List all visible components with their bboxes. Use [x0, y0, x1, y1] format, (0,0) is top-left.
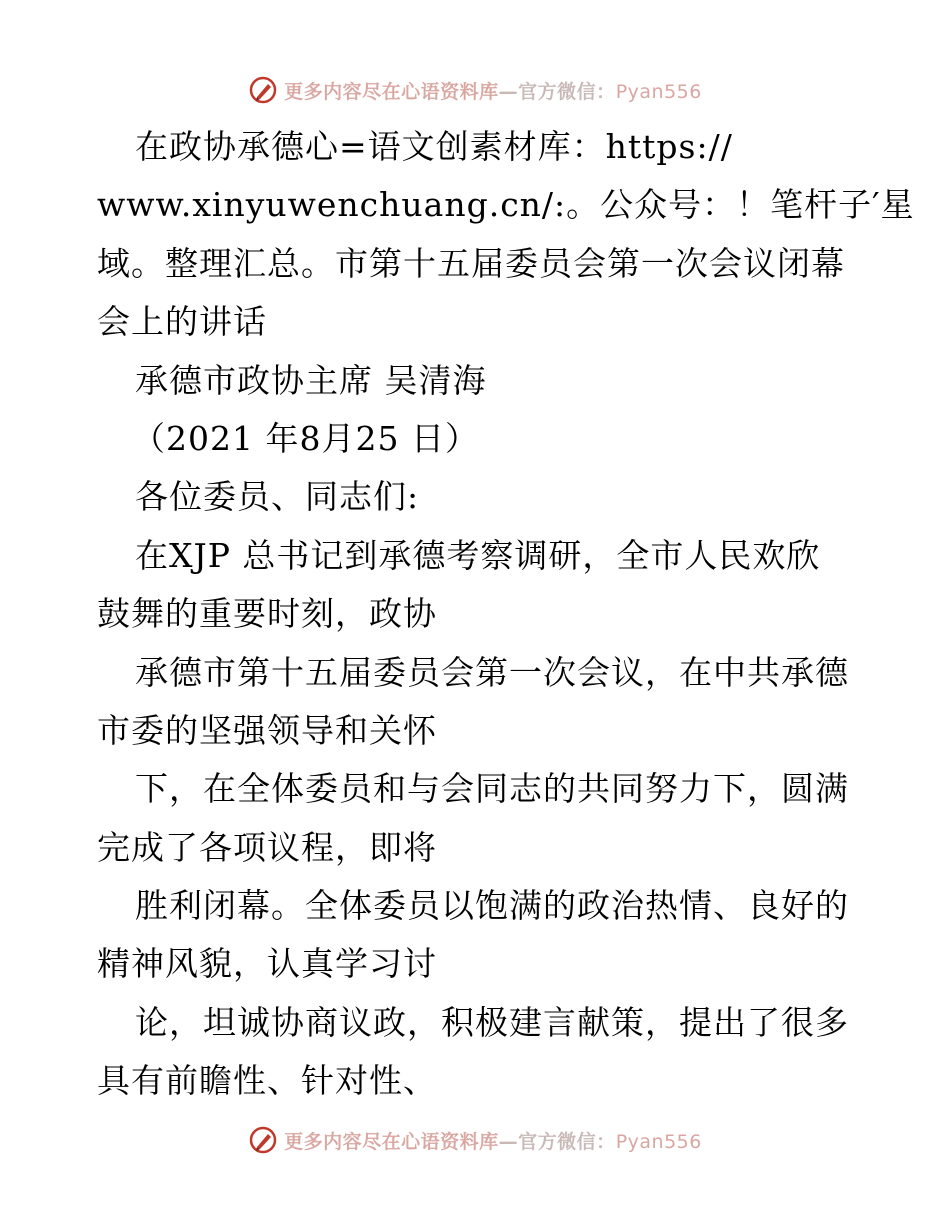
footer-banner-account: Pyan556 — [615, 1130, 702, 1153]
pen-logo-icon — [248, 1125, 278, 1155]
doc-line: 承德市第十五届委员会第一次会议，在中共承德 — [135, 652, 849, 692]
header-banner-account: Pyan556 — [615, 80, 702, 103]
document-body — [97, 118, 915, 1111]
doc-line: 精神风貌，认真学习讨 — [97, 944, 437, 984]
pen-logo-icon — [248, 75, 278, 105]
salutation-line: 各位委员、同志们: — [135, 477, 420, 517]
doc-line: 域。整理汇总。市第十五届委员会第一次会议闭幕 — [97, 243, 845, 283]
header-banner-text — [284, 77, 702, 104]
header-banner-sep: —官方微信： — [498, 80, 616, 103]
header-watermark-banner — [0, 70, 950, 110]
doc-line: 在XJP 总书记到承德考察调研，全市人民欢欣 — [135, 535, 821, 575]
doc-line: 下，在全体委员和与会同志的共同努力下，圆满 — [135, 769, 849, 809]
doc-line: 论，坦诚协商议政，积极建言献策，提出了很多 — [135, 1002, 849, 1042]
doc-line: 在政协承德心=语文创素材库：https:// — [135, 127, 733, 166]
doc-line: 会上的讲话 — [97, 302, 267, 342]
footer-banner-sep: —官方微信： — [498, 1130, 616, 1153]
footer-banner-main: 更多内容尽在心语资料库 — [284, 1130, 499, 1153]
header-banner-main: 更多内容尽在心语资料库 — [284, 80, 499, 103]
speaker-line: 承德市政协主席 吴清海 — [135, 360, 487, 400]
doc-line: 鼓舞的重要时刻，政协 — [97, 594, 437, 634]
doc-line: 胜利闭幕。全体委员以饱满的政治热情、良好的 — [135, 886, 849, 926]
footer-banner-text — [284, 1127, 702, 1154]
doc-line: 市委的坚强领导和关怀 — [97, 710, 437, 750]
date-line: （2021 年8月25 日） — [132, 418, 479, 458]
footer-watermark-banner — [0, 1120, 950, 1160]
doc-line: www.xinyuwenchuang.cn/:。公众号：！笔杆子′星 — [97, 185, 915, 225]
doc-line: 具有前瞻性、针对性、 — [97, 1061, 437, 1101]
doc-line: 完成了各项议程，即将 — [97, 827, 437, 867]
